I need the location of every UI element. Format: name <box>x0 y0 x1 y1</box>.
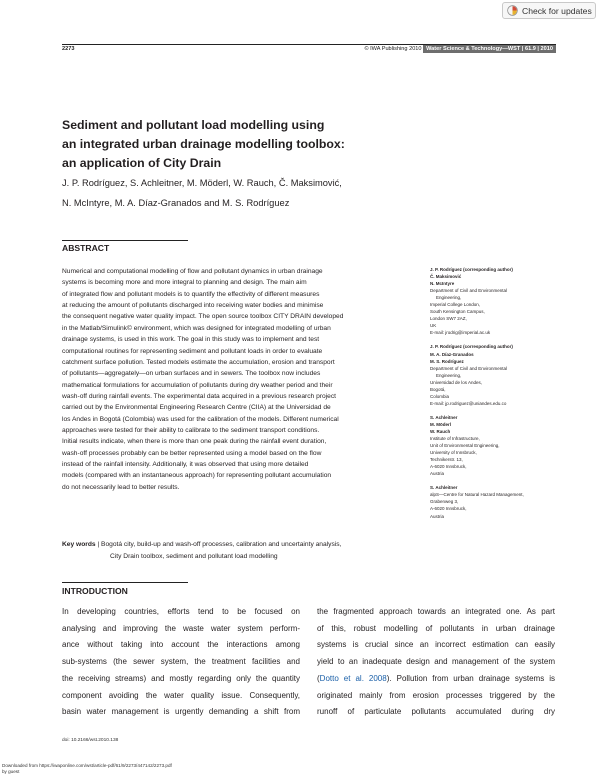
keywords-line: City Drain toolbox, sediment and pollutant load modelling <box>110 552 278 560</box>
intro-rule <box>62 582 188 583</box>
intro-heading: INTRODUCTION <box>62 586 128 596</box>
intro-line: of this, robust modelling of pollutants in urban drainage <box>317 623 555 633</box>
title-line: an application of City Drain <box>62 156 222 170</box>
abstract-line: drainage systems, is used in this work. The goal in this study was to implement and test <box>62 336 320 344</box>
abstract-line: of pollutants—aggregately—on urban surfaces and in sewers. The toolbox now includes <box>62 370 321 378</box>
abstract-line: models (compared with an instantaneous approach) for representing pollutant accumulation <box>62 472 332 480</box>
footer-line: Downloaded from https://iwaponline.com/wst/article-pdf/61/9/2273/447142/2273.pdf <box>2 763 172 768</box>
title-line: an integrated urban drainage modelling toolbox: <box>62 137 345 151</box>
check-for-updates-label: Check for updates <box>522 5 592 16</box>
intro-line: the receiving streams) and mostly regarding only the quantity <box>62 673 300 683</box>
abstract-line: do not necessarily lead to better results. <box>62 483 180 491</box>
affiliation-email[interactable]: E-mail: jrodrig@imperial.ac.uk <box>430 330 491 336</box>
intro-line: In developing countries, efforts tend to be focused on <box>62 607 300 616</box>
abstract-line: computational routines for representing sediment and pollutant loads in order to evaluate <box>62 347 323 355</box>
abstract-heading: ABSTRACT <box>62 243 110 253</box>
check-for-updates-button[interactable] <box>502 2 596 19</box>
abstract-line: los Andes in Bogotá (Colombia) was used for the calibration of the models. Different numerical <box>62 415 339 423</box>
affiliations-sidebar <box>430 266 560 527</box>
affiliation-block: S. Achleitner M. Möderl W. Rauch Institute of Infrastructure, Unit of Environmental Engineering, University of Innsbruck, Technikerstr. 13, A-6020 Innsbruck, Austria <box>430 414 500 477</box>
author-line: N. McIntyre, M. A. Díaz-Granados and M. S. Rodríguez <box>62 197 290 208</box>
intro-line: component avoiding the water quality issue. Consequently, <box>62 690 300 700</box>
abstract-line: Initial results indicate, when there is more than one peak during the rainfall event duration, <box>62 438 327 446</box>
citation-link[interactable]: Dotto et al. 2008 <box>319 673 387 683</box>
page-number: 2273 <box>62 46 75 52</box>
intro-line: basin water management is urgently demanding a shift from <box>62 707 300 717</box>
author-line: J. P. Rodríguez, S. Achleitner, M. Möderl, W. Rauch, Č. Maksimović, <box>62 178 342 188</box>
intro-right-column <box>317 604 555 721</box>
affiliation-block: J. P. Rodríguez (corresponding author) M. A. Díaz-Granados M. S. Rodríguez Department of Civil and Environmental Engineering, Universidad de los Andes, Bogotá, Colombia E-mail: jp.rodriguez@uniandes.edu.co <box>430 343 560 406</box>
abstract-line: carried out by the Environmental Engineering Research Centre (CIIA) at the Universidad de <box>62 404 331 412</box>
abstract-line: approaches were tested for their ability to calibrate to the sediment transport conditions. <box>62 427 320 435</box>
author-list <box>62 174 462 213</box>
intro-line: runoff of particulate pollutants accumulated during dry <box>317 707 555 717</box>
intro-line: yield to an inadequate design and management of the system <box>317 657 555 667</box>
affiliation-block: S. Achleitner alpS—Centre for Natural Hazard Management, Grabenweg 3, A-6020 Innsbruck, Austria <box>430 485 524 519</box>
abstract-line: wash-off processes probably can be better represented using a model based on the flow <box>62 449 322 457</box>
keywords-label: Key words <box>62 541 96 548</box>
abstract-line: at reducing the amount of pollutants discharged into receiving water bodies and minimise <box>62 302 324 310</box>
abstract-line: in the Matlab/Simulink© environment, which was designed for integrated modelling of urban <box>62 324 331 332</box>
download-footer <box>2 763 172 775</box>
abstract-rule <box>62 240 188 241</box>
journal-name: Water Science & Technology—WST | 61.9 | 2010 <box>423 45 556 53</box>
abstract-line: wash-off during rainfall events. The experimental data acquired in a previous research project <box>62 392 337 400</box>
abstract-line: instead of the rainfall intensity. Additionally, it was observed that using more detailed <box>62 461 309 469</box>
affiliation-block: J. P. Rodríguez (corresponding author) Č. Maksimović N. McIntyre Department of Civil and Environmental Engineering, Imperial College London, South Kensington Campus, London SW7 2AZ, UK E-mail: jrodrig@imperial.ac.uk <box>430 266 560 336</box>
intro-line: originated mainly from erosion processes triggered by the <box>317 690 555 700</box>
abstract-line: the consequent negative water quality impact. The open source toolbox CITY DRAIN developed <box>62 313 344 321</box>
affiliation-email[interactable]: E-mail: jp.rodriguez@uniandes.edu.co <box>430 400 507 406</box>
intro-left-column <box>62 604 300 721</box>
abstract-line: systems is becoming more and more integral to planning and design. The main aim <box>62 279 307 287</box>
abstract-line: Numerical and computational modelling of flow and pollutant dynamics in urban drainage <box>62 268 323 275</box>
abstract-line: of integrated flow and pollutant models is to quantify the effectivity of different measures <box>62 290 320 298</box>
abstract-line: mathematical formulations for accumulation of pollutants during dry weather period and their <box>62 381 333 389</box>
footer-line: by guest <box>2 769 20 774</box>
title-line: Sediment and pollutant load modelling using <box>62 118 325 132</box>
check-updates-icon <box>507 5 518 16</box>
intro-line: sub-systems (the sewer system, the treatment facilities and <box>62 657 300 667</box>
paper-title <box>62 116 462 173</box>
intro-line: ance without taking into account the interactions among <box>62 640 300 650</box>
publisher: © IWA Publishing 2010 <box>364 46 422 52</box>
abstract-body <box>62 266 414 493</box>
intro-line: analysing and improving the waste water system perform- <box>62 623 300 633</box>
keywords-line: Bogotá city, build-up and wash-off processes, calibration and uncertainty analysis, <box>101 541 342 548</box>
journal-header <box>62 46 556 58</box>
keywords: Key words | Bogotá city, build-up and wash-off processes, calibration and uncertainty analysis, City Drain toolbox, sediment and pollutant load modelling <box>62 539 414 562</box>
journal-info <box>364 46 556 52</box>
intro-line: (Dotto et al. 2008). Pollution from urban drainage systems is <box>317 673 555 683</box>
doi[interactable]: doi: 10.2166/wst.2010.138 <box>62 738 119 743</box>
abstract-line: catchment surface pollution. Tested models estimate the accumulation, erosion and transport <box>62 358 335 366</box>
intro-line: the fragmented approach towards an integrated one. As part <box>317 607 555 616</box>
intro-line: systems is crucial since an incorrect estimation can easily <box>317 640 555 650</box>
